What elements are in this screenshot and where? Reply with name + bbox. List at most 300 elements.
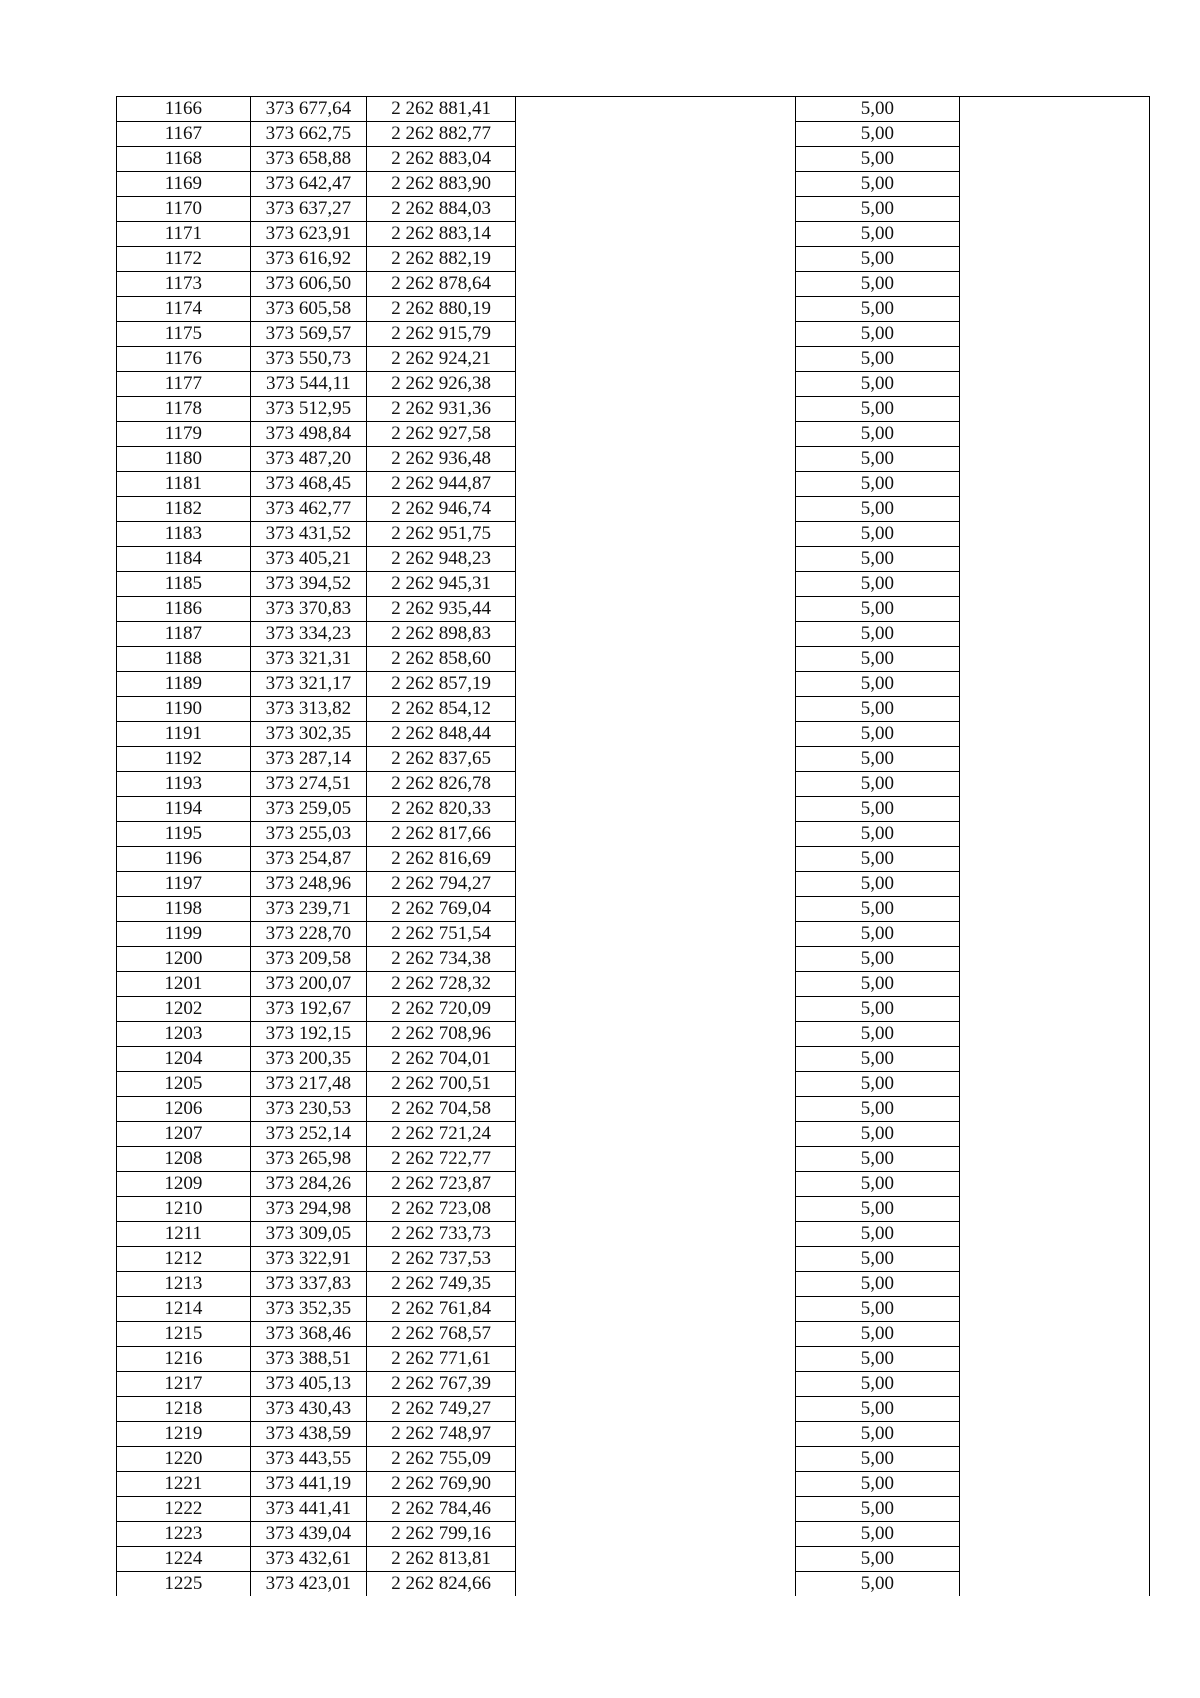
value-cell: 5,00: [796, 572, 960, 597]
value-cell: 5,00: [796, 1022, 960, 1047]
empty-cell: [959, 272, 1149, 297]
value-cell: 5,00: [796, 997, 960, 1022]
y-coordinate-cell: 2 262 767,39: [367, 1372, 516, 1397]
value-cell: 5,00: [796, 272, 960, 297]
x-coordinate-cell: 373 370,83: [250, 597, 366, 622]
point-number-cell: 1206: [117, 1097, 251, 1122]
empty-cell: [516, 172, 796, 197]
value-cell: 5,00: [796, 197, 960, 222]
value-cell: 5,00: [796, 1497, 960, 1522]
empty-cell: [959, 1347, 1149, 1372]
value-cell: 5,00: [796, 97, 960, 122]
x-coordinate-cell: 373 487,20: [250, 447, 366, 472]
table-row: [117, 1522, 1150, 1547]
x-coordinate-cell: 373 550,73: [250, 347, 366, 372]
x-coordinate-cell: 373 217,48: [250, 1072, 366, 1097]
y-coordinate-cell: 2 262 820,33: [367, 797, 516, 822]
empty-cell: [959, 1397, 1149, 1422]
x-coordinate-cell: 373 309,05: [250, 1222, 366, 1247]
empty-cell: [516, 97, 796, 122]
point-number-cell: 1167: [117, 122, 251, 147]
empty-cell: [516, 1497, 796, 1522]
empty-cell: [516, 922, 796, 947]
empty-cell: [516, 247, 796, 272]
point-number-cell: 1182: [117, 497, 251, 522]
point-number-cell: 1211: [117, 1222, 251, 1247]
empty-cell: [516, 822, 796, 847]
empty-cell: [516, 1072, 796, 1097]
table-row: [117, 1147, 1150, 1172]
empty-cell: [959, 247, 1149, 272]
empty-cell: [959, 697, 1149, 722]
empty-cell: [959, 1422, 1149, 1447]
empty-cell: [516, 797, 796, 822]
empty-cell: [516, 647, 796, 672]
point-number-cell: 1181: [117, 472, 251, 497]
empty-cell: [516, 272, 796, 297]
empty-cell: [959, 822, 1149, 847]
x-coordinate-cell: 373 352,35: [250, 1297, 366, 1322]
table-row: [117, 1097, 1150, 1122]
point-number-cell: 1218: [117, 1397, 251, 1422]
value-cell: 5,00: [796, 822, 960, 847]
empty-cell: [959, 597, 1149, 622]
empty-cell: [959, 1122, 1149, 1147]
point-number-cell: 1169: [117, 172, 251, 197]
y-coordinate-cell: 2 262 935,44: [367, 597, 516, 622]
value-cell: 5,00: [796, 1472, 960, 1497]
value-cell: 5,00: [796, 347, 960, 372]
point-number-cell: 1202: [117, 997, 251, 1022]
table-row: [117, 1347, 1150, 1372]
empty-cell: [516, 1322, 796, 1347]
table-row: [117, 1547, 1150, 1572]
x-coordinate-cell: 373 209,58: [250, 947, 366, 972]
y-coordinate-cell: 2 262 883,14: [367, 222, 516, 247]
table-row: [117, 1222, 1150, 1247]
value-cell: 5,00: [796, 597, 960, 622]
x-coordinate-cell: 373 334,23: [250, 622, 366, 647]
empty-cell: [516, 522, 796, 547]
value-cell: 5,00: [796, 872, 960, 897]
x-coordinate-cell: 373 394,52: [250, 572, 366, 597]
table-row: [117, 172, 1150, 197]
table-row: [117, 1572, 1150, 1597]
empty-cell: [516, 122, 796, 147]
table-row: [117, 672, 1150, 697]
value-cell: 5,00: [796, 972, 960, 997]
point-number-cell: 1201: [117, 972, 251, 997]
value-cell: 5,00: [796, 747, 960, 772]
y-coordinate-cell: 2 262 794,27: [367, 872, 516, 897]
value-cell: 5,00: [796, 1572, 960, 1597]
x-coordinate-cell: 373 423,01: [250, 1572, 366, 1597]
empty-cell: [959, 1297, 1149, 1322]
y-coordinate-cell: 2 262 882,19: [367, 247, 516, 272]
value-cell: 5,00: [796, 497, 960, 522]
point-number-cell: 1170: [117, 197, 251, 222]
x-coordinate-cell: 373 274,51: [250, 772, 366, 797]
value-cell: 5,00: [796, 522, 960, 547]
value-cell: 5,00: [796, 797, 960, 822]
table-row: [117, 647, 1150, 672]
value-cell: 5,00: [796, 1222, 960, 1247]
point-number-cell: 1189: [117, 672, 251, 697]
empty-cell: [516, 1447, 796, 1472]
empty-cell: [959, 1522, 1149, 1547]
y-coordinate-cell: 2 262 927,58: [367, 422, 516, 447]
y-coordinate-cell: 2 262 720,09: [367, 997, 516, 1022]
table-row: [117, 797, 1150, 822]
table-row: [117, 1322, 1150, 1347]
y-coordinate-cell: 2 262 749,35: [367, 1272, 516, 1297]
empty-cell: [516, 1222, 796, 1247]
x-coordinate-cell: 373 623,91: [250, 222, 366, 247]
empty-cell: [516, 197, 796, 222]
point-number-cell: 1213: [117, 1272, 251, 1297]
table-row: [117, 1297, 1150, 1322]
x-coordinate-cell: 373 443,55: [250, 1447, 366, 1472]
empty-cell: [959, 197, 1149, 222]
point-number-cell: 1173: [117, 272, 251, 297]
y-coordinate-cell: 2 262 708,96: [367, 1022, 516, 1047]
value-cell: 5,00: [796, 1447, 960, 1472]
empty-cell: [959, 847, 1149, 872]
point-number-cell: 1200: [117, 947, 251, 972]
y-coordinate-cell: 2 262 748,97: [367, 1422, 516, 1447]
empty-cell: [959, 97, 1149, 122]
empty-cell: [959, 872, 1149, 897]
value-cell: 5,00: [796, 1072, 960, 1097]
table-row: [117, 372, 1150, 397]
empty-cell: [959, 1197, 1149, 1222]
value-cell: 5,00: [796, 1322, 960, 1347]
y-coordinate-cell: 2 262 945,31: [367, 572, 516, 597]
y-coordinate-cell: 2 262 813,81: [367, 1547, 516, 1572]
point-number-cell: 1221: [117, 1472, 251, 1497]
value-cell: 5,00: [796, 722, 960, 747]
x-coordinate-cell: 373 637,27: [250, 197, 366, 222]
y-coordinate-cell: 2 262 723,08: [367, 1197, 516, 1222]
point-number-cell: 1168: [117, 147, 251, 172]
table-row: [117, 397, 1150, 422]
x-coordinate-cell: 373 512,95: [250, 397, 366, 422]
x-coordinate-cell: 373 294,98: [250, 1197, 366, 1222]
value-cell: 5,00: [796, 922, 960, 947]
value-cell: 5,00: [796, 1122, 960, 1147]
value-cell: 5,00: [796, 297, 960, 322]
table-row: [117, 97, 1150, 122]
empty-cell: [516, 1297, 796, 1322]
empty-cell: [516, 847, 796, 872]
value-cell: 5,00: [796, 622, 960, 647]
y-coordinate-cell: 2 262 700,51: [367, 1072, 516, 1097]
value-cell: 5,00: [796, 1097, 960, 1122]
y-coordinate-cell: 2 262 946,74: [367, 497, 516, 522]
empty-cell: [516, 297, 796, 322]
x-coordinate-cell: 373 405,13: [250, 1372, 366, 1397]
empty-cell: [516, 997, 796, 1022]
value-cell: 5,00: [796, 647, 960, 672]
x-coordinate-cell: 373 388,51: [250, 1347, 366, 1372]
value-cell: 5,00: [796, 322, 960, 347]
y-coordinate-cell: 2 262 931,36: [367, 397, 516, 422]
y-coordinate-cell: 2 262 882,77: [367, 122, 516, 147]
value-cell: 5,00: [796, 847, 960, 872]
y-coordinate-cell: 2 262 723,87: [367, 1172, 516, 1197]
empty-cell: [959, 147, 1149, 172]
table-row: [117, 747, 1150, 772]
point-number-cell: 1215: [117, 1322, 251, 1347]
x-coordinate-cell: 373 441,19: [250, 1472, 366, 1497]
empty-cell: [516, 422, 796, 447]
table-row: [117, 1272, 1150, 1297]
y-coordinate-cell: 2 262 749,27: [367, 1397, 516, 1422]
empty-cell: [959, 1372, 1149, 1397]
empty-cell: [959, 472, 1149, 497]
empty-cell: [959, 322, 1149, 347]
empty-cell: [516, 322, 796, 347]
table-row: [117, 922, 1150, 947]
table-row: [117, 297, 1150, 322]
value-cell: 5,00: [796, 1197, 960, 1222]
point-number-cell: 1224: [117, 1547, 251, 1572]
point-number-cell: 1177: [117, 372, 251, 397]
y-coordinate-cell: 2 262 837,65: [367, 747, 516, 772]
value-cell: 5,00: [796, 1247, 960, 1272]
value-cell: 5,00: [796, 422, 960, 447]
point-number-cell: 1216: [117, 1347, 251, 1372]
empty-cell: [516, 1172, 796, 1197]
table-row: [117, 847, 1150, 872]
value-cell: 5,00: [796, 1422, 960, 1447]
empty-cell: [959, 222, 1149, 247]
x-coordinate-cell: 373 468,45: [250, 472, 366, 497]
empty-cell: [959, 1572, 1149, 1597]
x-coordinate-cell: 373 430,43: [250, 1397, 366, 1422]
y-coordinate-cell: 2 262 857,19: [367, 672, 516, 697]
value-cell: 5,00: [796, 147, 960, 172]
y-coordinate-cell: 2 262 728,32: [367, 972, 516, 997]
x-coordinate-cell: 373 431,52: [250, 522, 366, 547]
table-row: [117, 547, 1150, 572]
point-number-cell: 1183: [117, 522, 251, 547]
table-row: [117, 147, 1150, 172]
empty-cell: [959, 772, 1149, 797]
y-coordinate-cell: 2 262 755,09: [367, 1447, 516, 1472]
value-cell: 5,00: [796, 222, 960, 247]
table-row: [117, 872, 1150, 897]
x-coordinate-cell: 373 569,57: [250, 322, 366, 347]
empty-cell: [516, 897, 796, 922]
empty-cell: [516, 622, 796, 647]
x-coordinate-cell: 373 239,71: [250, 897, 366, 922]
empty-cell: [516, 672, 796, 697]
y-coordinate-cell: 2 262 881,41: [367, 97, 516, 122]
x-coordinate-cell: 373 322,91: [250, 1247, 366, 1272]
empty-cell: [516, 447, 796, 472]
y-coordinate-cell: 2 262 761,84: [367, 1297, 516, 1322]
empty-cell: [959, 522, 1149, 547]
y-coordinate-cell: 2 262 944,87: [367, 472, 516, 497]
table-row: [117, 622, 1150, 647]
table-row: [117, 822, 1150, 847]
point-number-cell: 1166: [117, 97, 251, 122]
y-coordinate-cell: 2 262 751,54: [367, 922, 516, 947]
y-coordinate-cell: 2 262 824,66: [367, 1572, 516, 1597]
value-cell: 5,00: [796, 1397, 960, 1422]
empty-cell: [516, 1047, 796, 1072]
x-coordinate-cell: 373 192,67: [250, 997, 366, 1022]
point-number-cell: 1171: [117, 222, 251, 247]
empty-cell: [516, 1572, 796, 1597]
empty-cell: [516, 1122, 796, 1147]
y-coordinate-cell: 2 262 799,16: [367, 1522, 516, 1547]
point-number-cell: 1191: [117, 722, 251, 747]
empty-cell: [516, 947, 796, 972]
x-coordinate-cell: 373 254,87: [250, 847, 366, 872]
empty-cell: [516, 222, 796, 247]
point-number-cell: 1197: [117, 872, 251, 897]
table-row: [117, 522, 1150, 547]
x-coordinate-cell: 373 677,64: [250, 97, 366, 122]
table-row: [117, 447, 1150, 472]
empty-cell: [516, 547, 796, 572]
x-coordinate-cell: 373 605,58: [250, 297, 366, 322]
y-coordinate-cell: 2 262 721,24: [367, 1122, 516, 1147]
x-coordinate-cell: 373 302,35: [250, 722, 366, 747]
empty-cell: [516, 1372, 796, 1397]
x-coordinate-cell: 373 658,88: [250, 147, 366, 172]
empty-cell: [516, 372, 796, 397]
value-cell: 5,00: [796, 947, 960, 972]
y-coordinate-cell: 2 262 854,12: [367, 697, 516, 722]
value-cell: 5,00: [796, 447, 960, 472]
empty-cell: [959, 997, 1149, 1022]
empty-cell: [516, 972, 796, 997]
x-coordinate-cell: 373 439,04: [250, 1522, 366, 1547]
y-coordinate-cell: 2 262 722,77: [367, 1147, 516, 1172]
y-coordinate-cell: 2 262 880,19: [367, 297, 516, 322]
y-coordinate-cell: 2 262 769,90: [367, 1472, 516, 1497]
point-number-cell: 1185: [117, 572, 251, 597]
value-cell: 5,00: [796, 247, 960, 272]
empty-cell: [959, 672, 1149, 697]
point-number-cell: 1210: [117, 1197, 251, 1222]
empty-cell: [959, 1147, 1149, 1172]
x-coordinate-cell: 373 544,11: [250, 372, 366, 397]
empty-cell: [959, 797, 1149, 822]
empty-cell: [959, 447, 1149, 472]
table-row: [117, 1447, 1150, 1472]
empty-cell: [959, 1247, 1149, 1272]
y-coordinate-cell: 2 262 769,04: [367, 897, 516, 922]
value-cell: 5,00: [796, 372, 960, 397]
table-row: [117, 772, 1150, 797]
y-coordinate-cell: 2 262 915,79: [367, 322, 516, 347]
table-row: [117, 947, 1150, 972]
x-coordinate-cell: 373 284,26: [250, 1172, 366, 1197]
value-cell: 5,00: [796, 897, 960, 922]
table-row: [117, 347, 1150, 372]
empty-cell: [959, 622, 1149, 647]
table-row: [117, 1372, 1150, 1397]
table-row: [117, 122, 1150, 147]
point-number-cell: 1203: [117, 1022, 251, 1047]
y-coordinate-cell: 2 262 737,53: [367, 1247, 516, 1272]
empty-cell: [959, 1222, 1149, 1247]
x-coordinate-cell: 373 248,96: [250, 872, 366, 897]
point-number-cell: 1217: [117, 1372, 251, 1397]
empty-cell: [516, 1197, 796, 1222]
point-number-cell: 1205: [117, 1072, 251, 1097]
empty-cell: [516, 1397, 796, 1422]
value-cell: 5,00: [796, 472, 960, 497]
coordinates-table: [116, 96, 1150, 1596]
value-cell: 5,00: [796, 672, 960, 697]
empty-cell: [516, 697, 796, 722]
y-coordinate-cell: 2 262 734,38: [367, 947, 516, 972]
table-row: [117, 597, 1150, 622]
x-coordinate-cell: 373 616,92: [250, 247, 366, 272]
y-coordinate-cell: 2 262 858,60: [367, 647, 516, 672]
point-number-cell: 1214: [117, 1297, 251, 1322]
point-number-cell: 1176: [117, 347, 251, 372]
empty-cell: [516, 497, 796, 522]
x-coordinate-cell: 373 606,50: [250, 272, 366, 297]
table-row: [117, 997, 1150, 1022]
empty-cell: [516, 1022, 796, 1047]
point-number-cell: 1219: [117, 1422, 251, 1447]
empty-cell: [516, 1272, 796, 1297]
empty-cell: [959, 897, 1149, 922]
table-row: [117, 1422, 1150, 1447]
point-number-cell: 1186: [117, 597, 251, 622]
empty-cell: [959, 1547, 1149, 1572]
table-row: [117, 722, 1150, 747]
point-number-cell: 1192: [117, 747, 251, 772]
empty-cell: [959, 1172, 1149, 1197]
empty-cell: [959, 1272, 1149, 1297]
x-coordinate-cell: 373 337,83: [250, 1272, 366, 1297]
empty-cell: [516, 147, 796, 172]
table-row: [117, 197, 1150, 222]
x-coordinate-cell: 373 313,82: [250, 697, 366, 722]
empty-cell: [516, 1347, 796, 1372]
empty-cell: [516, 1147, 796, 1172]
empty-cell: [959, 1322, 1149, 1347]
point-number-cell: 1172: [117, 247, 251, 272]
table-row: [117, 1172, 1150, 1197]
table-row: [117, 1247, 1150, 1272]
value-cell: 5,00: [796, 547, 960, 572]
table-row: [117, 1122, 1150, 1147]
y-coordinate-cell: 2 262 924,21: [367, 347, 516, 372]
table-row: [117, 1397, 1150, 1422]
x-coordinate-cell: 373 200,07: [250, 972, 366, 997]
x-coordinate-cell: 373 642,47: [250, 172, 366, 197]
point-number-cell: 1174: [117, 297, 251, 322]
y-coordinate-cell: 2 262 883,90: [367, 172, 516, 197]
table-row: [117, 222, 1150, 247]
empty-cell: [959, 1072, 1149, 1097]
x-coordinate-cell: 373 405,21: [250, 547, 366, 572]
y-coordinate-cell: 2 262 848,44: [367, 722, 516, 747]
point-number-cell: 1204: [117, 1047, 251, 1072]
point-number-cell: 1180: [117, 447, 251, 472]
value-cell: 5,00: [796, 1547, 960, 1572]
empty-cell: [959, 172, 1149, 197]
